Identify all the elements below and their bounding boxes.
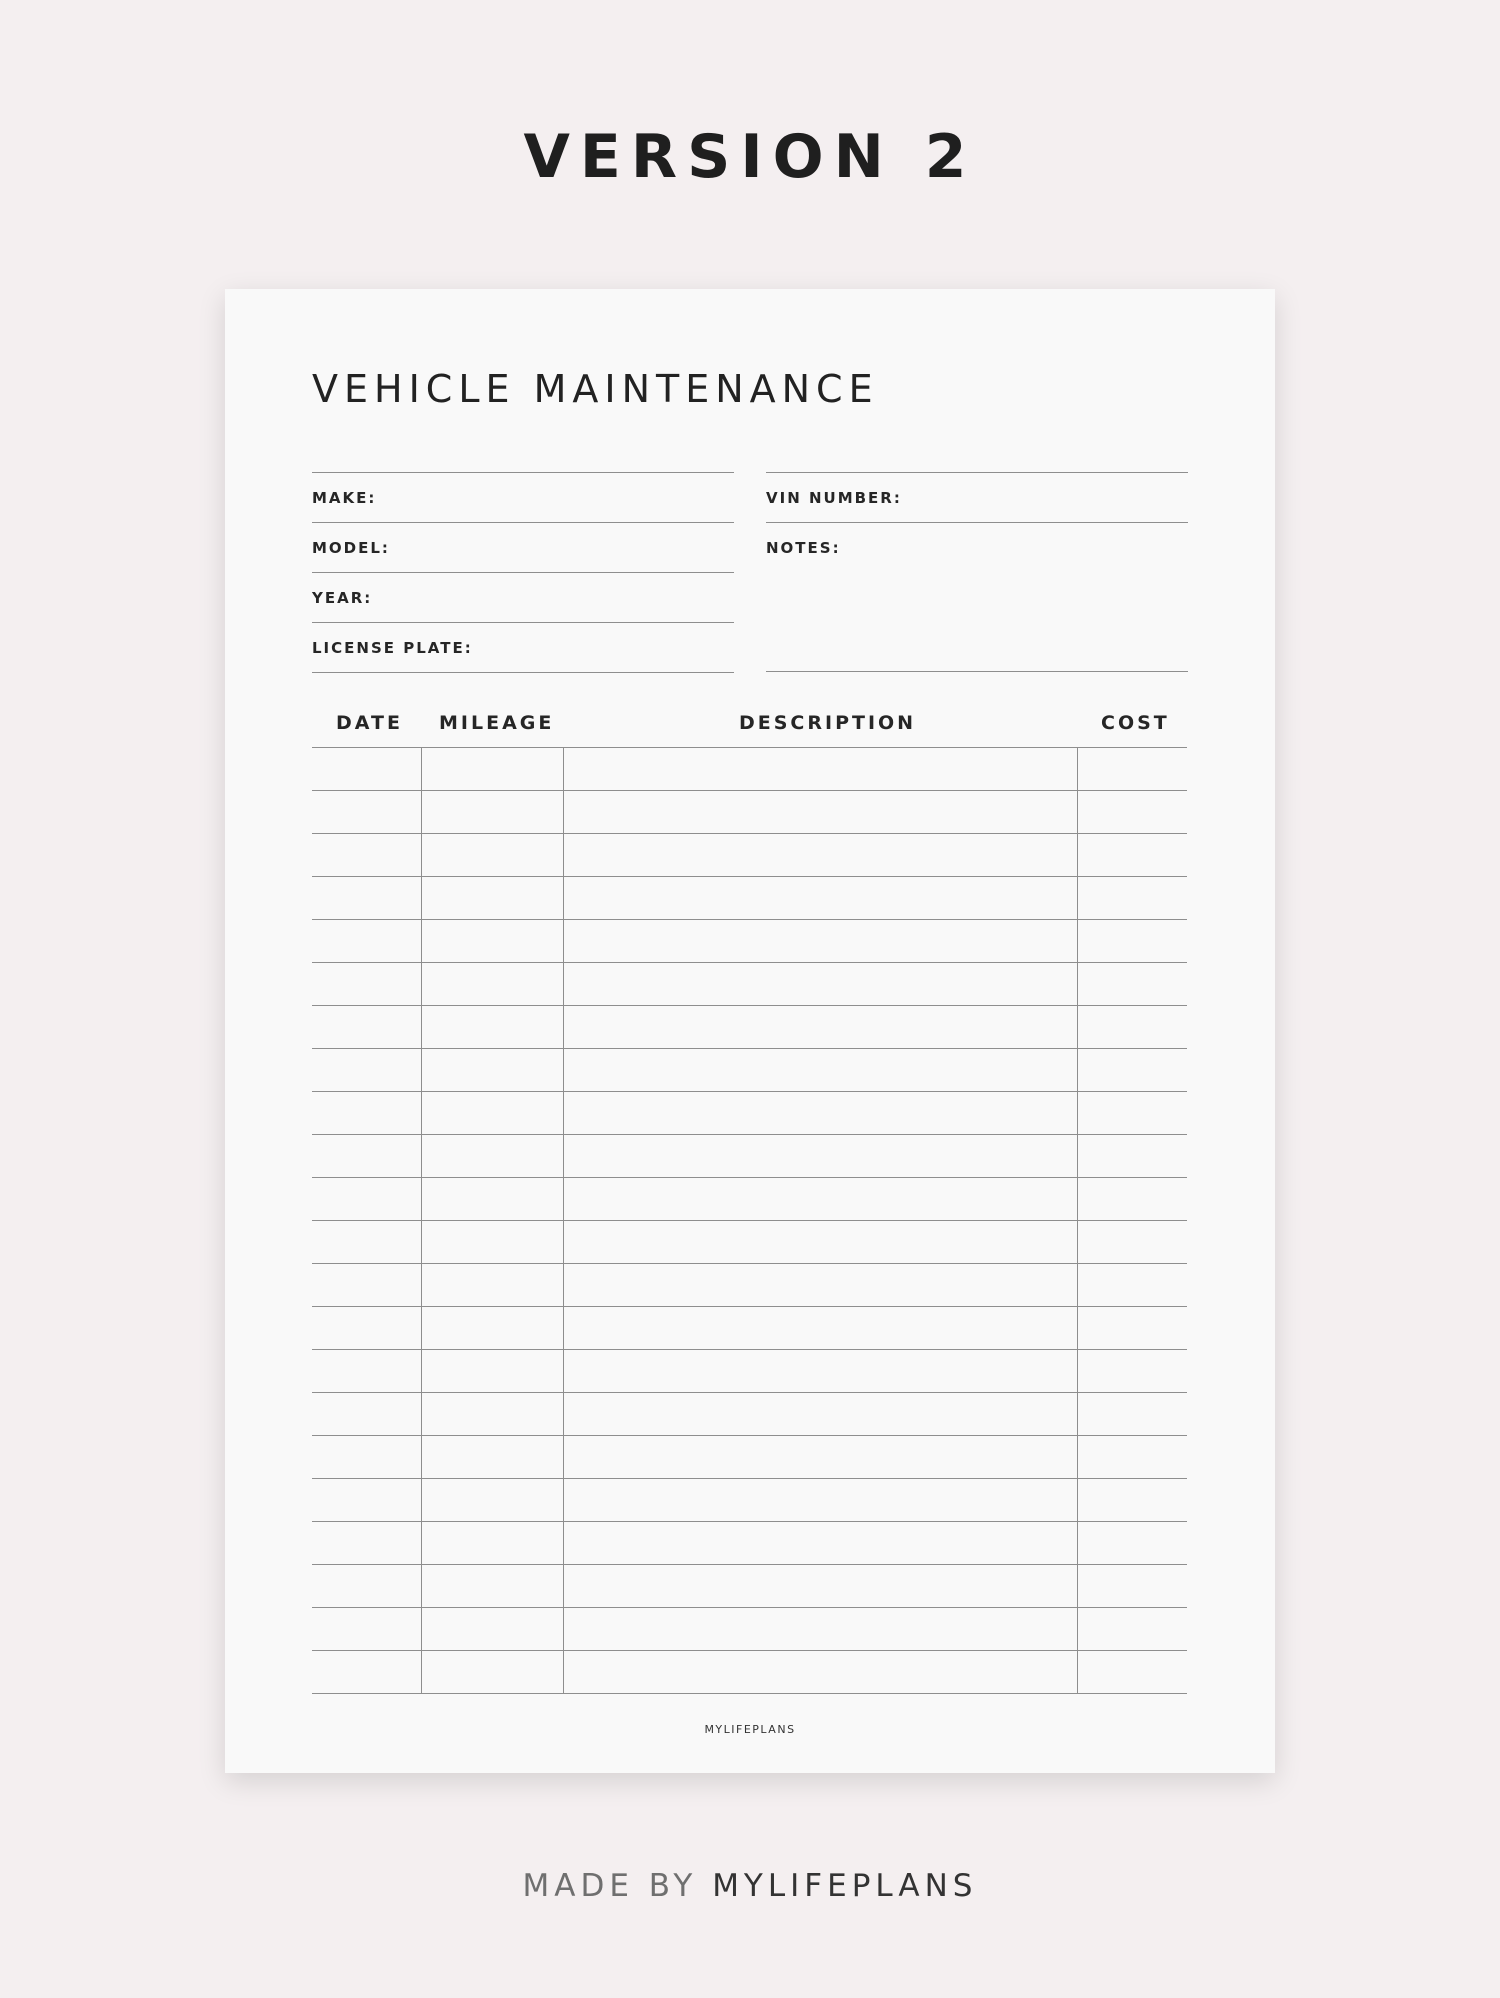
table-row[interactable]: [312, 1608, 1187, 1651]
maintenance-log-table: [312, 710, 1187, 1694]
license-plate-field[interactable]: [312, 623, 734, 673]
table-row[interactable]: [312, 963, 1187, 1006]
table-row[interactable]: [312, 1522, 1187, 1565]
table-row[interactable]: [312, 920, 1187, 963]
column-header-date: DATE: [336, 712, 403, 734]
notes-field[interactable]: [766, 523, 1188, 672]
year-label: YEAR:: [312, 589, 373, 607]
table-row[interactable]: [312, 834, 1187, 877]
table-row[interactable]: [312, 1350, 1187, 1393]
table-row[interactable]: [312, 1178, 1187, 1221]
notes-label: NOTES:: [766, 539, 841, 557]
table-row[interactable]: [312, 1092, 1187, 1135]
table-body: [312, 748, 1187, 1694]
version-title: VERSION 2: [523, 122, 977, 192]
sheet-footer-brand: MYLIFEPLANS: [704, 1723, 796, 1736]
year-field[interactable]: [312, 573, 734, 623]
table-row[interactable]: [312, 1264, 1187, 1307]
table-row[interactable]: [312, 1651, 1187, 1694]
column-header-cost: COST: [1101, 712, 1170, 734]
vin-number-label: VIN NUMBER:: [766, 489, 902, 507]
column-divider: [1077, 748, 1078, 1694]
table-row[interactable]: [312, 1221, 1187, 1264]
table-row[interactable]: [312, 877, 1187, 920]
model-label: MODEL:: [312, 539, 390, 557]
table-row[interactable]: [312, 1049, 1187, 1092]
vehicle-info-fields: [312, 472, 734, 673]
column-divider: [563, 748, 564, 1694]
table-row[interactable]: [312, 1307, 1187, 1350]
table-row[interactable]: [312, 1006, 1187, 1049]
vin-notes-fields: [766, 472, 1188, 672]
table-row[interactable]: [312, 1436, 1187, 1479]
table-row[interactable]: [312, 791, 1187, 834]
make-field[interactable]: [312, 473, 734, 523]
table-row[interactable]: [312, 748, 1187, 791]
made-by-prefix: MADE BY: [522, 1868, 698, 1904]
make-label: MAKE:: [312, 489, 377, 507]
column-header-description: DESCRIPTION: [739, 712, 917, 734]
table-row[interactable]: [312, 1135, 1187, 1178]
table-row[interactable]: [312, 1565, 1187, 1608]
sheet-title: VEHICLE MAINTENANCE: [312, 367, 879, 411]
table-row[interactable]: [312, 1479, 1187, 1522]
vin-number-field[interactable]: [766, 473, 1188, 523]
vehicle-maintenance-sheet: [225, 289, 1275, 1773]
column-divider: [421, 748, 422, 1694]
license-plate-label: LICENSE PLATE:: [312, 639, 473, 657]
table-header: [312, 710, 1187, 748]
made-by-brand: MYLIFEPLANS: [712, 1868, 978, 1904]
column-header-mileage: MILEAGE: [439, 712, 555, 734]
table-row[interactable]: [312, 1393, 1187, 1436]
made-by-credit: [0, 1868, 1500, 1904]
model-field[interactable]: [312, 523, 734, 573]
